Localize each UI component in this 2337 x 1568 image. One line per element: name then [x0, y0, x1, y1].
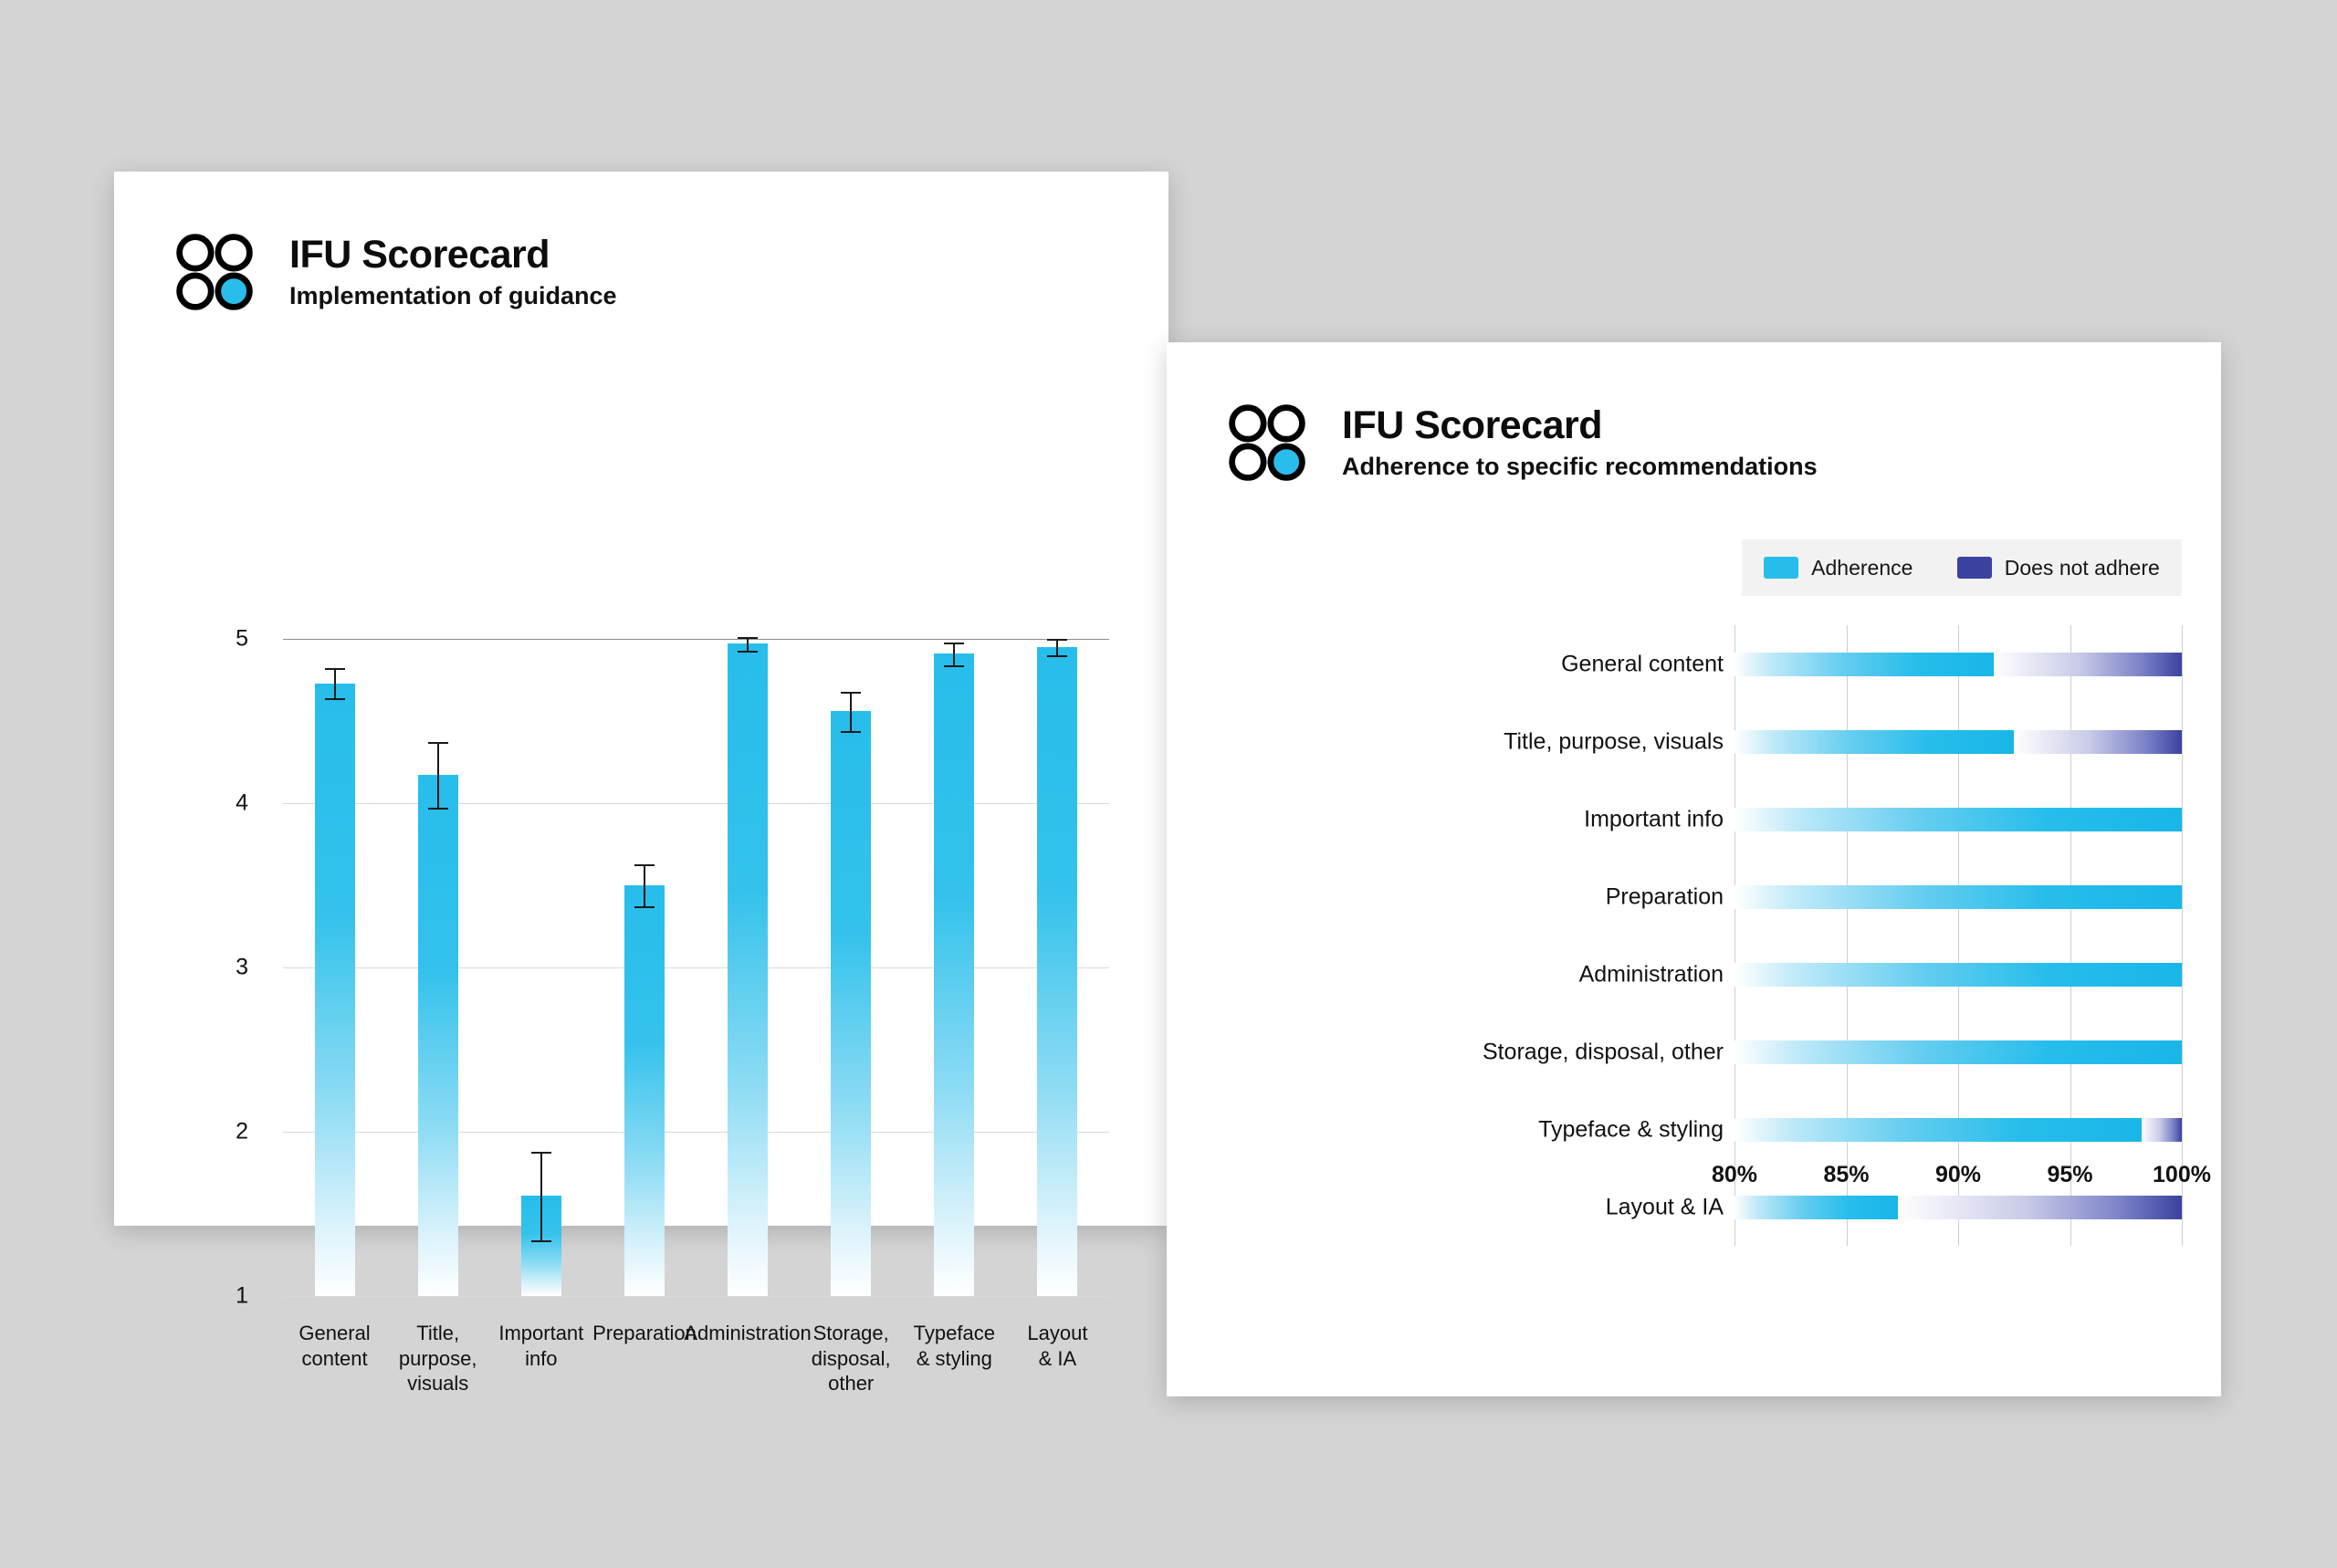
bar-does-not-adhere: [2014, 730, 2182, 754]
bar: [418, 775, 458, 1296]
error-bar: [850, 692, 852, 731]
error-bar-cap: [531, 1240, 551, 1242]
error-bar-cap: [1047, 655, 1067, 657]
bar-adherence: [1734, 885, 2182, 909]
adherence-bar-chart: [1167, 523, 2221, 1344]
gridline: [1847, 625, 1848, 1246]
bar: [831, 711, 871, 1296]
y-tick: 3: [236, 954, 248, 980]
error-bar: [437, 742, 439, 808]
bar-adherence: [1734, 1118, 2142, 1142]
bar: [934, 653, 974, 1296]
title-block: [289, 235, 617, 308]
bar: [624, 885, 665, 1296]
x-axis-tick: 85%: [1823, 1162, 1870, 1187]
bar: [315, 684, 355, 1296]
error-bar-cap: [634, 906, 655, 908]
table-row: [1734, 1040, 2182, 1064]
gridline: [283, 639, 1109, 640]
gridline: [283, 967, 1109, 968]
legend-label-adherence: Adherence: [1811, 555, 1913, 580]
legend-item-adherence: [1764, 556, 1913, 580]
error-bar: [540, 1152, 542, 1240]
bar-adherence: [1734, 653, 1994, 676]
plot-area: [283, 639, 1109, 1296]
error-bar-cap: [944, 665, 964, 667]
bar-adherence: [1734, 1196, 1898, 1219]
y-axis-label: Layout & IA: [1605, 1194, 1724, 1219]
x-axis-tick: 90%: [1934, 1162, 1982, 1187]
table-row: [1734, 885, 2182, 909]
error-bar-cap: [841, 731, 861, 733]
x-axis-tick: 95%: [2047, 1162, 2093, 1187]
y-axis-label: Storage, disposal, other: [1482, 1039, 1724, 1064]
x-axis-label: Title, purpose, visuals: [398, 1322, 477, 1396]
plot-area: [1734, 625, 2182, 1246]
gridline: [2070, 625, 2071, 1246]
table-row: [1734, 1118, 2182, 1142]
x-axis-label: General content: [299, 1322, 371, 1370]
x-axis-label: Layout & IA: [1027, 1322, 1088, 1370]
error-bar: [334, 668, 336, 697]
table-row: [1734, 808, 2182, 831]
card-subtitle: Implementation of guidance: [289, 282, 617, 310]
table-row: [1734, 1196, 2182, 1219]
x-axis-label: Important info: [498, 1322, 584, 1370]
card-title: IFU Scorecard: [1342, 403, 1603, 448]
bar-adherence: [1734, 808, 2182, 831]
card-header: [1167, 342, 2221, 486]
error-bar-cap: [841, 692, 861, 694]
x-axis-tick: 80%: [1711, 1162, 1758, 1187]
error-bar-cap: [428, 742, 448, 744]
x-axis-label: Preparation: [592, 1322, 697, 1344]
gridline: [1734, 625, 1735, 1246]
x-axis-label: Typeface & styling: [913, 1322, 995, 1370]
legend-item-does-not-adhere: [1957, 556, 2160, 580]
x-axis-label: Storage, disposal, other: [811, 1322, 891, 1396]
chart-legend: [1742, 539, 2182, 596]
bar-adherence: [1734, 730, 2014, 754]
table-row: [1734, 653, 2182, 676]
gridline: [2182, 625, 2183, 1246]
title-block: [1342, 405, 1818, 479]
error-bar-cap: [634, 864, 655, 866]
y-tick: 4: [236, 789, 248, 816]
x-axis-label: Administration: [684, 1322, 812, 1344]
error-bar-cap: [1047, 639, 1067, 641]
card-subtitle: Adherence to specific recommendations: [1342, 453, 1818, 481]
legend-swatch-adherence: [1764, 557, 1798, 579]
table-row: [1734, 730, 2182, 754]
y-axis-label: Title, purpose, visuals: [1504, 728, 1724, 754]
error-bar-cap: [325, 698, 345, 700]
y-tick: 2: [236, 1118, 248, 1145]
y-axis-label: Administration: [1578, 961, 1724, 987]
bar: [1037, 647, 1077, 1296]
y-axis-label: Important info: [1584, 806, 1724, 831]
table-row: [1734, 963, 2182, 987]
y-axis-label: General content: [1561, 651, 1724, 676]
implementation-bar-chart: [114, 376, 1168, 1396]
error-bar: [953, 643, 955, 665]
card-header: [114, 172, 1168, 316]
adherence-scorecard-card: [1167, 342, 2221, 1396]
y-axis-label: Preparation: [1605, 883, 1724, 909]
error-bar: [1056, 639, 1058, 655]
bar-does-not-adhere: [1994, 653, 2182, 676]
legend-label-does-not-adhere: Does not adhere: [2004, 555, 2160, 580]
bar: [728, 643, 768, 1296]
bar-does-not-adhere: [2142, 1118, 2182, 1142]
bar-adherence: [1734, 963, 2182, 987]
y-tick: 5: [236, 625, 248, 652]
gridline: [1958, 625, 1959, 1246]
gridline: [283, 803, 1109, 804]
error-bar-cap: [325, 668, 345, 670]
error-bar-cap: [428, 808, 448, 810]
four-circles-logo-icon: [171, 228, 258, 316]
error-bar: [644, 864, 645, 907]
card-title: IFU Scorecard: [289, 233, 550, 277]
error-bar-cap: [531, 1152, 551, 1154]
gridline: [283, 1132, 1109, 1133]
x-axis-tick: 100%: [2153, 1162, 2211, 1187]
gridline: [283, 1296, 1109, 1297]
legend-swatch-does-not-adhere: [1957, 557, 1992, 579]
implementation-scorecard-card: [114, 172, 1168, 1396]
bar-adherence: [1734, 1040, 2182, 1064]
error-bar-cap: [738, 651, 758, 653]
error-bar-cap: [738, 637, 758, 639]
error-bar: [747, 637, 749, 650]
error-bar-cap: [944, 643, 964, 644]
y-axis-label: Typeface & styling: [1538, 1116, 1724, 1142]
four-circles-logo-icon: [1223, 399, 1311, 486]
y-tick: 1: [236, 1282, 248, 1309]
bar-does-not-adhere: [1898, 1196, 2182, 1219]
